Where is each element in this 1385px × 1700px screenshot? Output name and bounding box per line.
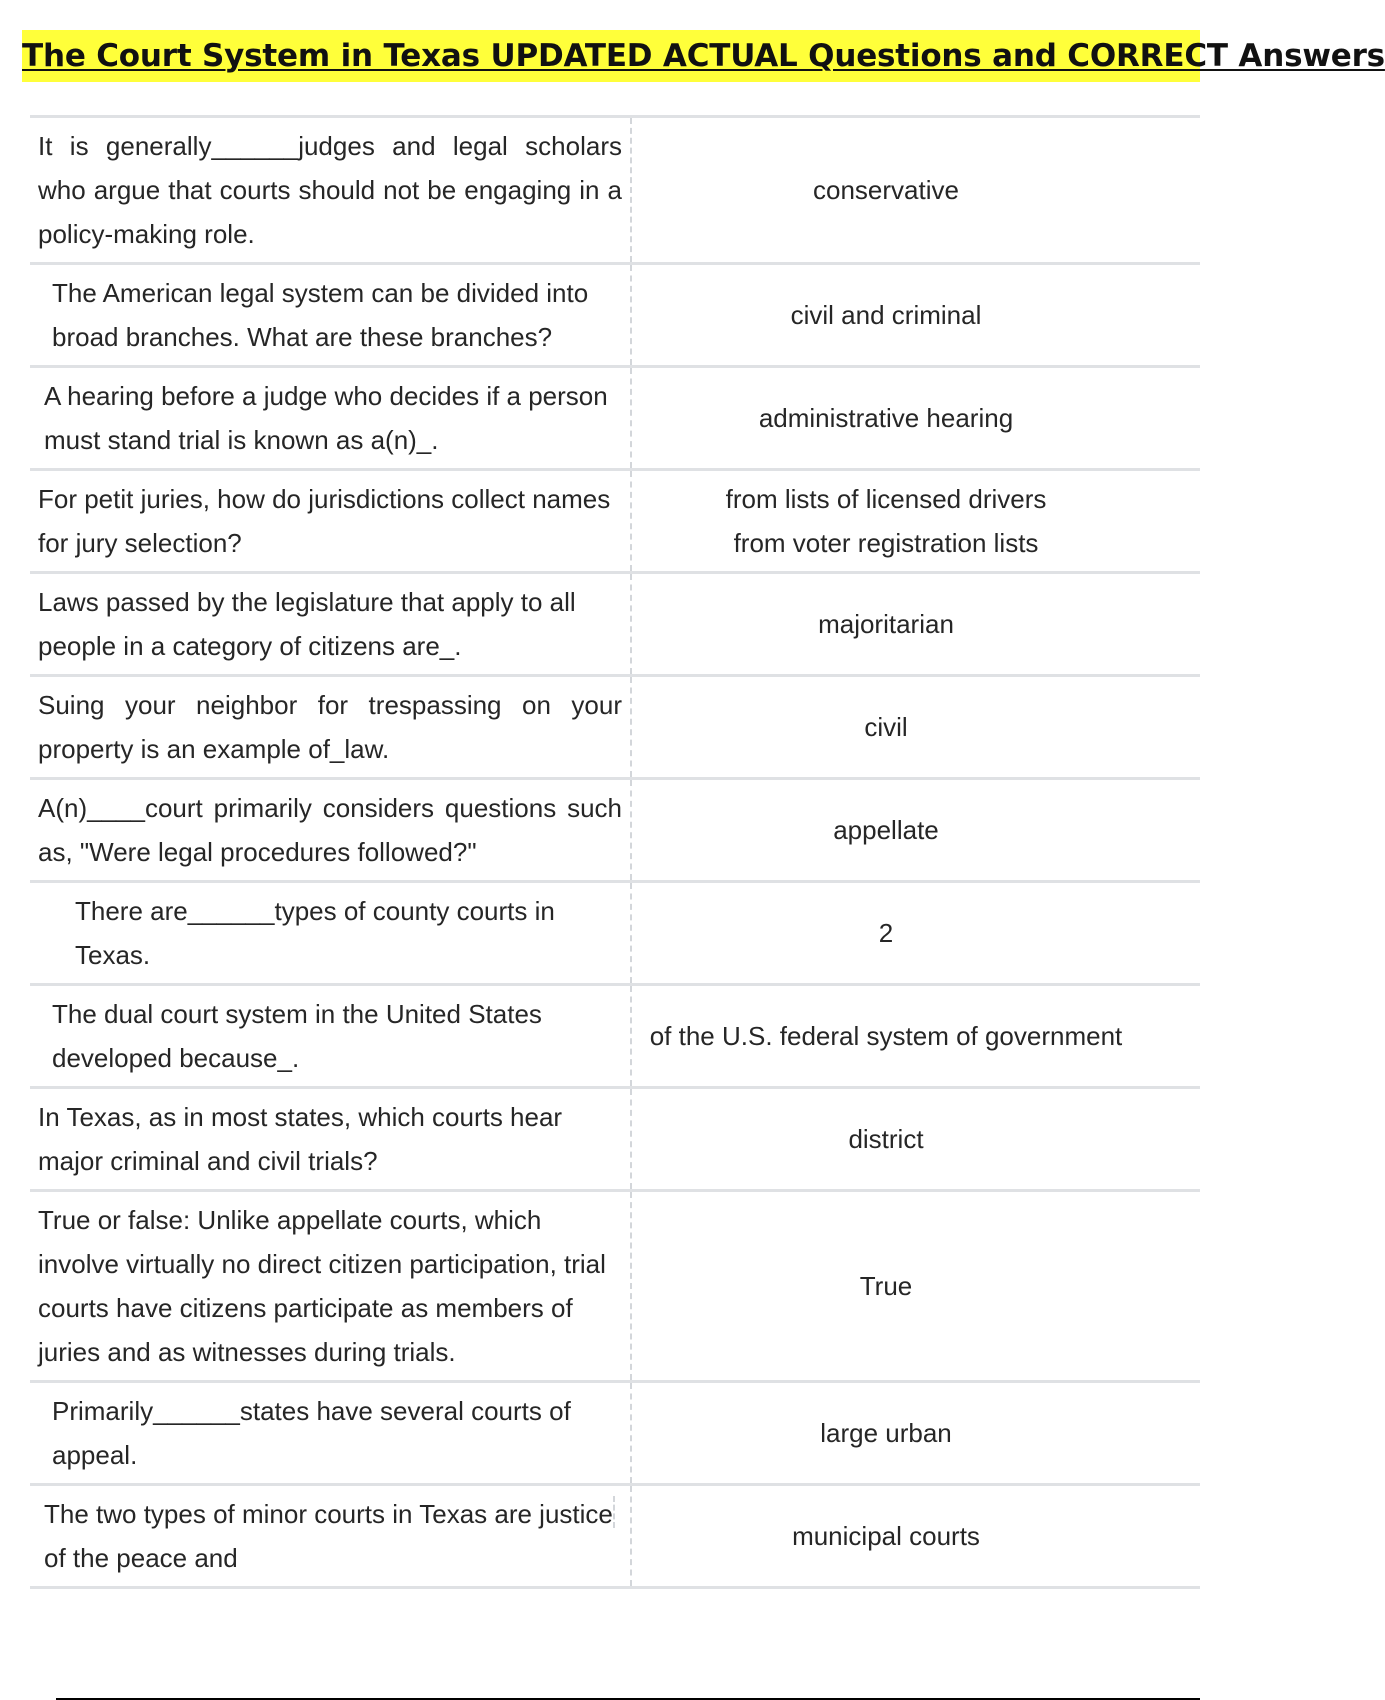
table-row: [30, 264, 1200, 367]
answer-cell: [631, 1088, 1200, 1191]
answer-text: 2: [878, 918, 894, 948]
question-cell: The American legal system can be divided into broad branches. What are these branches?: [30, 264, 631, 367]
table-row: [30, 117, 1200, 264]
question-cell: In Texas, as in most states, which courts hear major criminal and civil trials?: [30, 1088, 631, 1191]
answer-text: True: [859, 1271, 913, 1301]
answer-text: majoritarian: [818, 609, 954, 639]
answer-cell: [631, 264, 1200, 367]
table-row: [30, 367, 1200, 470]
answer-text: from lists of licensed drivers: [725, 484, 1047, 514]
question-cell: The two types of minor courts in Texas are justice of the peace and: [30, 1485, 631, 1588]
answer-text: of the U.S. federal system of government: [649, 1021, 1123, 1051]
question-cell: The dual court system in the United States developed because_.: [30, 985, 631, 1088]
title-banner: [22, 30, 1385, 82]
answer-text: administrative hearing: [758, 403, 1014, 433]
answer-text: municipal courts: [792, 1521, 980, 1551]
table-row: [30, 1088, 1200, 1191]
page-title: The Court System in Texas UPDATED ACTUAL Questions and CORRECT Answers: [22, 38, 1385, 74]
table-row: [30, 1191, 1200, 1382]
answer-cell: [631, 117, 1200, 264]
answer-cell: [631, 1191, 1200, 1382]
table-row: [30, 882, 1200, 985]
question-cell: There are______types of county courts in Texas.: [30, 882, 631, 985]
answer-cell: [631, 1485, 1200, 1588]
answer-cell: [631, 882, 1200, 985]
answer-cell: [631, 470, 1200, 573]
answer-cell: [631, 779, 1200, 882]
table-row: [30, 779, 1200, 882]
answer-text: civil and criminal: [790, 300, 982, 330]
answer-text: large urban: [820, 1418, 952, 1448]
table-row: [30, 470, 1200, 573]
question-cell: It is generally______judges and legal scholars who argue that courts should not be engaging in a policy-making role.: [30, 117, 631, 264]
table-row: [30, 1382, 1200, 1485]
answer-cell: [631, 1382, 1200, 1485]
table-row: [30, 676, 1200, 779]
answer-text: district: [848, 1124, 924, 1154]
question-cell: Suing your neighbor for trespassing on your property is an example of_law.: [30, 676, 631, 779]
qa-table: [30, 115, 1200, 1589]
column-divider-tail: [613, 1496, 615, 1528]
table-row: [30, 985, 1200, 1088]
table-row: [30, 1485, 1200, 1588]
question-cell: For petit juries, how do jurisdictions collect names for jury selection?: [30, 470, 631, 573]
question-cell: A(n)____court primarily considers questions such as, "Were legal procedures followed?": [30, 779, 631, 882]
answer-text: conservative: [813, 175, 959, 205]
question-cell: Primarily______states have several courts of appeal.: [30, 1382, 631, 1485]
question-cell: Laws passed by the legislature that apply to all people in a category of citizens are_.: [30, 573, 631, 676]
table-row: [30, 573, 1200, 676]
answer-text: civil: [864, 712, 908, 742]
answer-cell: [631, 985, 1200, 1088]
answer-text: from voter registration lists: [733, 528, 1039, 558]
answer-cell: [631, 676, 1200, 779]
answer-text: appellate: [833, 815, 939, 845]
answer-cell: [631, 367, 1200, 470]
question-cell: True or false: Unlike appellate courts, which involve virtually no direct citizen participation, trial courts have citizens participate as members of juries and as witnesses during trials.: [30, 1191, 631, 1382]
answer-cell: [631, 573, 1200, 676]
question-cell: A hearing before a judge who decides if a person must stand trial is known as a(n)_.: [30, 367, 631, 470]
